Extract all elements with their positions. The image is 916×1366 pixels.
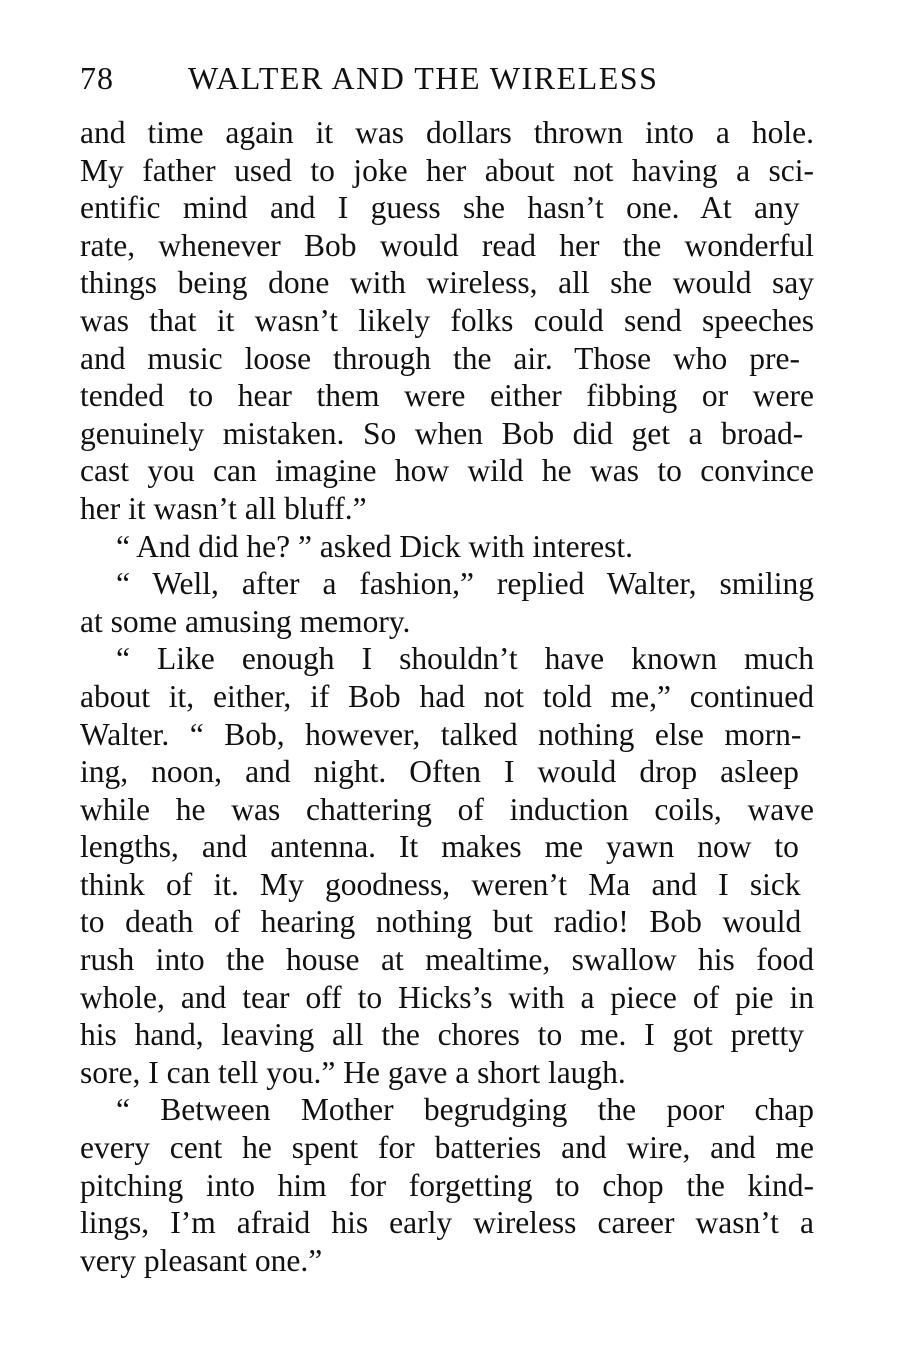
text-line: cast you can imagine how wild he was to convince xyxy=(80,453,814,489)
text-line: at some amusing memory. xyxy=(80,603,411,639)
text-line: rush into the house at mealtime, swallow his food xyxy=(80,942,814,978)
text-line: My father used to joke her about not having a sci- xyxy=(80,152,814,188)
text-line: every cent he spent for batteries and wire, and me xyxy=(80,1130,814,1166)
text-line: was that it wasn’t likely folks could send speeches xyxy=(80,302,814,338)
text-line: while he was chattering of induction coils, wave xyxy=(80,791,814,827)
page-number: 78 xyxy=(80,60,114,96)
text-line: “ And did he? ” asked Dick with interest. xyxy=(116,528,633,564)
text-line: “ Well, after a fashion,” replied Walter, smiling xyxy=(116,566,814,602)
text-line: very pleasant one.” xyxy=(80,1242,323,1278)
text-line: “ Like enough I shouldn’t have known much xyxy=(116,641,814,677)
page-header xyxy=(80,58,820,98)
text-line: things being done with wireless, all she would say xyxy=(80,265,814,301)
text-line: sore, I can tell you.” He gave a short laugh. xyxy=(80,1054,626,1090)
text-line: about it, either, if Bob had not told me,” continued xyxy=(80,678,814,714)
text-line: Walter. “ Bob, however, talked nothing else morn- xyxy=(80,716,802,752)
text-line: think of it. My goodness, weren’t Ma and I sick xyxy=(80,866,801,902)
text-line: “ Between Mother begrudging the poor chap xyxy=(116,1092,814,1128)
text-line: his hand, leaving all the chores to me. I got pretty xyxy=(80,1017,805,1053)
text-line: lings, I’m afraid his early wireless career wasn’t a xyxy=(80,1205,814,1241)
text-line: lengths, and antenna. It makes me yawn now to xyxy=(80,829,799,865)
text-line: whole, and tear off to Hicks’s with a piece of pie in xyxy=(80,979,814,1015)
body-text xyxy=(80,114,814,1279)
text-line: and music loose through the air. Those who pre- xyxy=(80,340,800,376)
text-line: pitching into him for forgetting to chop the kind- xyxy=(80,1167,814,1203)
text-line: and time again it was dollars thrown into a hole. xyxy=(80,115,814,150)
text-line: ing, noon, and night. Often I would drop asleep xyxy=(80,754,799,790)
text-line: to death of hearing nothing but radio! Bob would xyxy=(80,904,802,940)
text-line: genuinely mistaken. So when Bob did get a broad- xyxy=(80,415,804,451)
text-line: her it wasn’t all bluff.” xyxy=(80,490,367,526)
text-line: entific mind and I guess she hasn’t one. At any xyxy=(80,190,800,226)
running-title: WALTER AND THE WIRELESS xyxy=(188,60,659,96)
text-line: rate, whenever Bob would read her the wonderful xyxy=(80,227,814,263)
text-line: tended to hear them were either fibbing or were xyxy=(80,378,814,414)
